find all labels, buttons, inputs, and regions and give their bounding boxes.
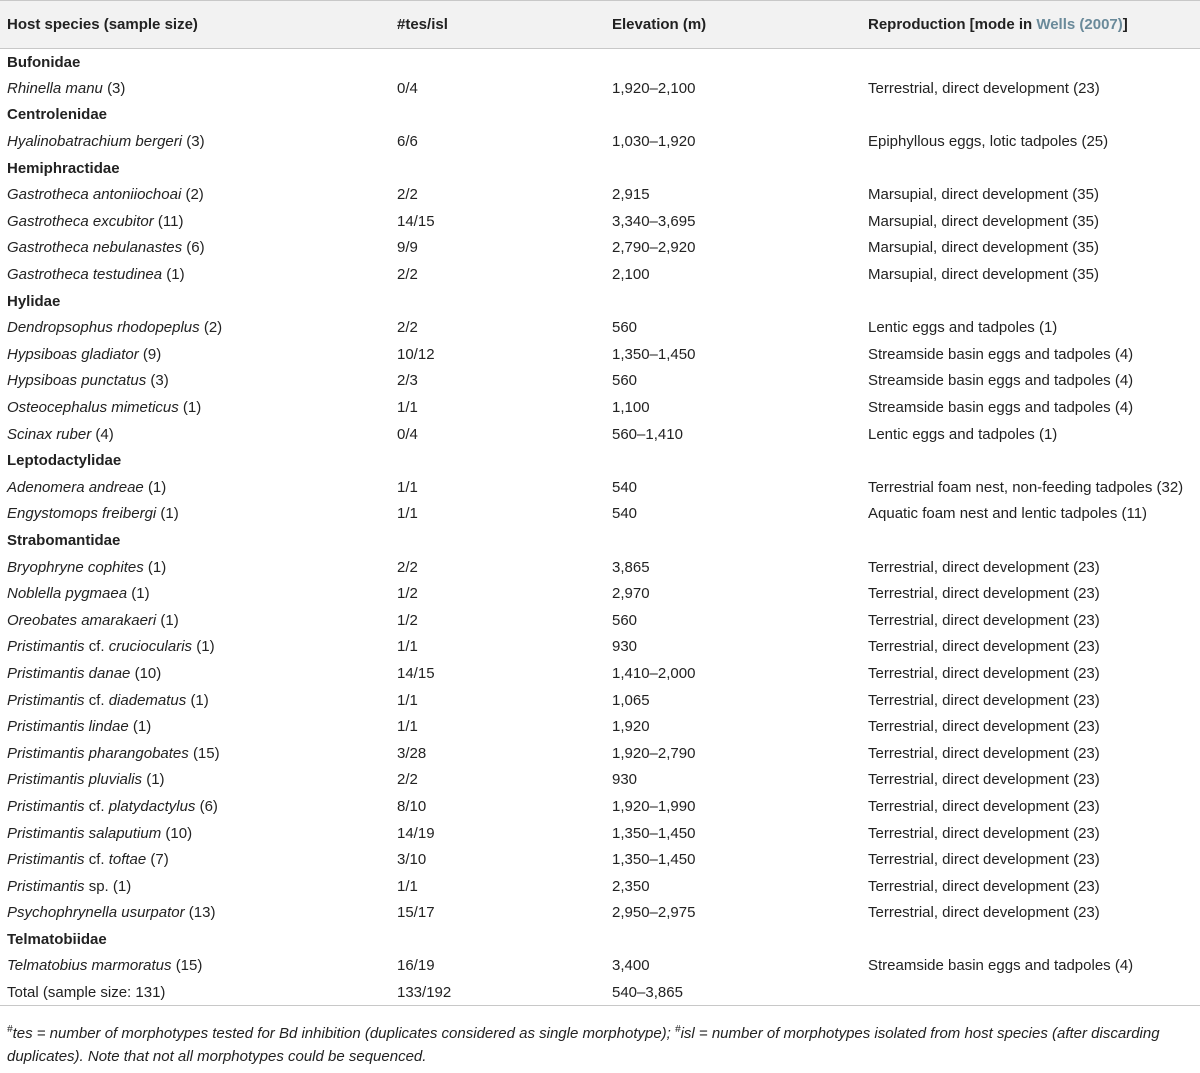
tes-isl-cell: 1/1 (397, 478, 418, 496)
family-name: Strabomantidae (7, 531, 121, 549)
empty-cell (605, 447, 861, 474)
elevation-cell: 3,865 (612, 558, 650, 576)
species-epithet: diadematus (108, 691, 187, 709)
species-name: Gastrotheca excubitor (7, 212, 154, 230)
elevation-cell: 560 (612, 319, 638, 337)
species-row (0, 767, 1200, 794)
sample-size: (10) (134, 664, 162, 682)
species-cell (0, 660, 390, 687)
tes-isl-cell: 1/1 (397, 691, 418, 709)
species-cell (0, 713, 390, 740)
tes-isl-cell: 1/1 (397, 505, 418, 523)
tes-isl-cell: 1/1 (397, 877, 418, 895)
species-epithet: cruciocularis (108, 638, 193, 656)
sample-size: (3) (107, 79, 126, 97)
tes-isl-cell: 1/1 (397, 399, 418, 417)
header-host-species: Host species (sample size) (0, 1, 390, 49)
species-row (0, 953, 1200, 980)
species-qualifier: sp. (88, 877, 109, 895)
header-reproduction-prefix: Reproduction [mode in (868, 16, 1037, 33)
species-row (0, 341, 1200, 368)
sample-size: (3) (150, 372, 169, 390)
elevation-cell: 1,350–1,450 (612, 345, 696, 363)
sample-size: (1) (182, 399, 202, 417)
tes-isl-cell: 2/3 (397, 372, 418, 390)
family-row (0, 49, 1200, 76)
sample-size: (6) (199, 797, 218, 815)
total-row (0, 979, 1200, 1006)
sample-size: (1) (190, 691, 209, 709)
species-cell (0, 75, 390, 102)
species-row (0, 713, 1200, 740)
reproduction-cell: Marsupial, direct development (35) (868, 212, 1099, 230)
tes-isl-cell: 3/28 (397, 744, 427, 762)
reproduction-cell: Terrestrial, direct development (23) (868, 79, 1100, 97)
sample-size: (1) (132, 718, 152, 736)
species-name: Bryophryne cophites (7, 558, 144, 576)
tes-isl-cell: 1/1 (397, 718, 418, 736)
species-cell (0, 181, 390, 208)
sample-size: (2) (203, 319, 223, 337)
family-name: Hemiphractidae (7, 159, 120, 177)
table-header (0, 1, 1200, 49)
species-cell (0, 634, 390, 661)
footnote-hash-1: # (7, 1024, 13, 1036)
family-row (0, 447, 1200, 474)
species-cell (0, 820, 390, 847)
elevation-cell: 1,920–2,790 (612, 744, 696, 762)
reproduction-cell: Aquatic foam nest and lentic tadpoles (11) (868, 505, 1148, 523)
total-reproduction (861, 979, 1200, 1006)
species-row (0, 501, 1200, 528)
empty-cell (605, 926, 861, 953)
tes-isl-cell: 2/2 (397, 266, 418, 284)
species-name: Gastrotheca testudinea (7, 266, 163, 284)
family-name: Telmatobiidae (7, 930, 107, 948)
species-name: Dendropsophus rhodopeplus (7, 319, 200, 337)
tes-isl-cell: 14/19 (397, 824, 435, 842)
sample-size: (3) (186, 133, 205, 151)
tes-isl-cell: 16/19 (397, 957, 435, 975)
species-name: Pristimantis (7, 851, 85, 869)
tes-isl-cell: 1/1 (397, 638, 418, 656)
sample-size: (4) (95, 425, 114, 443)
species-cell (0, 554, 390, 581)
empty-cell (605, 49, 861, 76)
elevation-cell: 1,065 (612, 691, 650, 709)
empty-cell (390, 288, 605, 315)
elevation-cell: 2,950–2,975 (612, 904, 696, 922)
elevation-cell: 540 (612, 478, 638, 496)
sample-size: (1) (131, 585, 150, 603)
empty-cell (605, 102, 861, 129)
footnote-tes-definition: tes = number of morphotypes tested for Bd inhibition (duplicates considered as single morphotype); (12, 1025, 676, 1043)
tes-isl-cell: 2/2 (397, 319, 418, 337)
table-footnote (0, 1006, 1200, 1068)
family-name: Leptodactylidae (7, 452, 122, 470)
species-epithet: platydactylus (108, 797, 196, 815)
sample-size: (1) (160, 505, 179, 523)
reproduction-cell: Streamside basin eggs and tadpoles (4) (868, 372, 1134, 390)
sample-size: (11) (157, 212, 184, 230)
family-row (0, 926, 1200, 953)
species-row (0, 607, 1200, 634)
reproduction-cell: Terrestrial, direct development (23) (868, 851, 1100, 869)
species-name: Osteocephalus mimeticus (7, 399, 179, 417)
reproduction-cell: Streamside basin eggs and tadpoles (4) (868, 957, 1134, 975)
species-row (0, 128, 1200, 155)
reproduction-cell: Terrestrial, direct development (23) (868, 718, 1100, 736)
header-elevation: Elevation (m) (605, 1, 861, 49)
family-row (0, 527, 1200, 554)
species-name: Pristimantis (7, 797, 85, 815)
tes-isl-cell: 0/4 (397, 79, 418, 97)
species-name: Hypsiboas gladiator (7, 345, 139, 363)
species-cell (0, 873, 390, 900)
species-row (0, 634, 1200, 661)
species-cell (0, 607, 390, 634)
reproduction-cell: Terrestrial, direct development (23) (868, 877, 1100, 895)
species-row (0, 261, 1200, 288)
reproduction-cell: Lentic eggs and tadpoles (1) (868, 425, 1058, 443)
species-cell (0, 208, 390, 235)
tes-isl-cell: 10/12 (397, 345, 435, 363)
elevation-cell: 930 (612, 638, 638, 656)
tes-isl-cell: 1/2 (397, 585, 418, 603)
elevation-cell: 560 (612, 611, 638, 629)
family-name: Centrolenidae (7, 106, 108, 124)
family-name: Bufonidae (7, 53, 81, 71)
footnote-isl-definition: isl = number of morphotypes isolated from host species (after discarding duplicates). Note that not all morphotypes could be sequenced. (7, 1025, 1160, 1066)
species-name: Rhinella manu (7, 79, 103, 97)
reproduction-cell: Terrestrial, direct development (23) (868, 824, 1100, 842)
species-row (0, 474, 1200, 501)
species-name: Pristimantis pluvialis (7, 771, 143, 789)
tes-isl-cell: 0/4 (397, 425, 418, 443)
total-tes-isl: 133/192 (390, 979, 605, 1006)
elevation-cell: 540 (612, 505, 638, 523)
empty-cell (390, 49, 605, 76)
empty-cell (861, 155, 1200, 182)
header-reproduction-suffix: ] (1122, 16, 1128, 33)
species-cell (0, 846, 390, 873)
species-cell (0, 793, 390, 820)
species-cell (0, 394, 390, 421)
species-row (0, 846, 1200, 873)
sample-size: (7) (150, 851, 169, 869)
sample-size: (15) (192, 744, 220, 762)
species-name: Engystomops freibergi (7, 505, 157, 523)
sample-size: (13) (188, 904, 216, 922)
elevation-cell: 2,100 (612, 266, 650, 284)
elevation-cell: 1,350–1,450 (612, 851, 696, 869)
elevation-cell: 560 (612, 372, 638, 390)
reproduction-cell: Terrestrial, direct development (23) (868, 771, 1100, 789)
sample-size: (15) (175, 957, 203, 975)
table-body (0, 49, 1200, 1006)
sample-size: (6) (186, 239, 205, 257)
sample-size: (1) (147, 558, 167, 576)
footnote-hash-2: # (675, 1024, 681, 1036)
empty-cell (605, 527, 861, 554)
species-cell (0, 580, 390, 607)
sample-size: (1) (146, 771, 165, 789)
species-name: Psychophrynella usurpator (7, 904, 185, 922)
reproduction-cell: Terrestrial, direct development (23) (868, 797, 1100, 815)
empty-cell (861, 447, 1200, 474)
sample-size: (1) (147, 478, 167, 496)
species-cell (0, 341, 390, 368)
reproduction-cell: Lentic eggs and tadpoles (1) (868, 319, 1058, 337)
elevation-cell: 2,915 (612, 186, 650, 204)
total-elevation: 540–3,865 (605, 979, 861, 1006)
tes-isl-cell: 2/2 (397, 771, 418, 789)
header-reproduction (861, 1, 1200, 49)
reproduction-cell: Marsupial, direct development (35) (868, 186, 1099, 204)
species-qualifier: cf. (88, 638, 105, 656)
species-row (0, 75, 1200, 102)
sample-size: (1) (166, 266, 185, 284)
elevation-cell: 1,350–1,450 (612, 824, 696, 842)
empty-cell (861, 926, 1200, 953)
empty-cell (390, 527, 605, 554)
reproduction-cell: Terrestrial, direct development (23) (868, 611, 1100, 629)
species-name: Oreobates amarakaeri (7, 611, 157, 629)
species-name: Pristimantis pharangobates (7, 744, 189, 762)
species-name: Pristimantis (7, 638, 85, 656)
empty-cell (390, 926, 605, 953)
tes-isl-cell: 2/2 (397, 186, 418, 204)
family-row (0, 102, 1200, 129)
sample-size: (2) (185, 186, 204, 204)
reproduction-cell: Marsupial, direct development (35) (868, 266, 1099, 284)
sample-size: (10) (165, 824, 193, 842)
species-qualifier: cf. (88, 797, 105, 815)
tes-isl-cell: 8/10 (397, 797, 427, 815)
empty-cell (605, 288, 861, 315)
elevation-cell: 930 (612, 771, 638, 789)
species-row (0, 394, 1200, 421)
empty-cell (861, 102, 1200, 129)
elevation-cell: 1,410–2,000 (612, 664, 696, 682)
elevation-cell: 3,340–3,695 (612, 212, 696, 230)
family-row (0, 288, 1200, 315)
species-cell (0, 687, 390, 714)
empty-cell (390, 447, 605, 474)
species-row (0, 554, 1200, 581)
elevation-cell: 560–1,410 (612, 425, 683, 443)
species-name: Scinax ruber (7, 425, 92, 443)
species-row (0, 660, 1200, 687)
species-cell (0, 501, 390, 528)
tes-isl-cell: 14/15 (397, 212, 435, 230)
species-cell (0, 235, 390, 262)
reproduction-cell: Marsupial, direct development (35) (868, 239, 1099, 257)
species-row (0, 820, 1200, 847)
sample-size: (1) (112, 877, 132, 895)
sample-size: (1) (160, 611, 179, 629)
species-name: Adenomera andreae (7, 478, 144, 496)
species-row (0, 740, 1200, 767)
reproduction-cell: Terrestrial foam nest, non-feeding tadpoles (32) (868, 478, 1184, 496)
species-row (0, 314, 1200, 341)
species-row (0, 181, 1200, 208)
empty-cell (861, 49, 1200, 76)
species-cell (0, 261, 390, 288)
species-cell (0, 314, 390, 341)
species-row (0, 368, 1200, 395)
empty-cell (861, 288, 1200, 315)
reproduction-cell: Terrestrial, direct development (23) (868, 664, 1100, 682)
tes-isl-cell: 1/2 (397, 611, 418, 629)
species-cell (0, 128, 390, 155)
species-cell (0, 900, 390, 927)
sample-size: (9) (142, 345, 162, 363)
species-name: Gastrotheca nebulanastes (7, 239, 183, 257)
empty-cell (390, 102, 605, 129)
reproduction-cell: Terrestrial, direct development (23) (868, 585, 1100, 603)
species-name: Gastrotheca antoniiochoai (7, 186, 182, 204)
tes-isl-cell: 9/9 (397, 239, 418, 257)
species-row (0, 208, 1200, 235)
reproduction-cell: Terrestrial, direct development (23) (868, 638, 1100, 656)
tes-isl-cell: 2/2 (397, 558, 418, 576)
species-name: Pristimantis danae (7, 664, 131, 682)
tes-isl-cell: 6/6 (397, 133, 418, 151)
species-name: Pristimantis lindae (7, 718, 129, 736)
reproduction-cell: Terrestrial, direct development (23) (868, 691, 1100, 709)
species-name: Pristimantis (7, 877, 85, 895)
species-cell (0, 368, 390, 395)
species-row (0, 793, 1200, 820)
wells-2007-citation-link[interactable]: Wells (2007) (1036, 16, 1123, 33)
species-name: Pristimantis salaputium (7, 824, 162, 842)
species-row (0, 900, 1200, 927)
header-tes-isl: #tes/isl (390, 1, 605, 49)
reproduction-cell: Streamside basin eggs and tadpoles (4) (868, 345, 1134, 363)
reproduction-cell: Epiphyllous eggs, lotic tadpoles (25) (868, 133, 1109, 151)
species-cell (0, 767, 390, 794)
species-name: Hypsiboas punctatus (7, 372, 147, 390)
species-row (0, 235, 1200, 262)
tes-isl-cell: 15/17 (397, 904, 435, 922)
reproduction-cell: Streamside basin eggs and tadpoles (4) (868, 399, 1134, 417)
elevation-cell: 2,790–2,920 (612, 239, 696, 257)
species-name: Pristimantis (7, 691, 85, 709)
species-row (0, 580, 1200, 607)
elevation-cell: 1,030–1,920 (612, 133, 696, 151)
header-row (0, 1, 1200, 49)
species-row (0, 687, 1200, 714)
elevation-cell: 1,100 (612, 399, 650, 417)
elevation-cell: 3,400 (612, 957, 650, 975)
species-row (0, 421, 1200, 448)
elevation-cell: 1,920–2,100 (612, 79, 696, 97)
empty-cell (390, 155, 605, 182)
tes-isl-cell: 3/10 (397, 851, 427, 869)
reproduction-cell: Terrestrial, direct development (23) (868, 558, 1100, 576)
elevation-cell: 2,350 (612, 877, 650, 895)
empty-cell (861, 527, 1200, 554)
elevation-cell: 2,970 (612, 585, 650, 603)
family-row (0, 155, 1200, 182)
empty-cell (605, 155, 861, 182)
total-label: Total (sample size: 131) (0, 979, 390, 1006)
species-qualifier: cf. (88, 851, 105, 869)
reproduction-cell: Terrestrial, direct development (23) (868, 904, 1100, 922)
species-row (0, 873, 1200, 900)
tes-isl-cell: 14/15 (397, 664, 435, 682)
species-cell (0, 740, 390, 767)
species-cell (0, 421, 390, 448)
family-name: Hylidae (7, 292, 61, 310)
species-name: Hyalinobatrachium bergeri (7, 133, 183, 151)
species-qualifier: cf. (88, 691, 105, 709)
elevation-cell: 1,920–1,990 (612, 797, 696, 815)
species-cell (0, 953, 390, 980)
species-cell (0, 474, 390, 501)
species-epithet: toftae (108, 851, 147, 869)
reproduction-cell: Terrestrial, direct development (23) (868, 744, 1100, 762)
species-name: Telmatobius marmoratus (7, 957, 172, 975)
elevation-cell: 1,920 (612, 718, 650, 736)
sample-size: (1) (196, 638, 215, 656)
species-name: Noblella pygmaea (7, 585, 128, 603)
